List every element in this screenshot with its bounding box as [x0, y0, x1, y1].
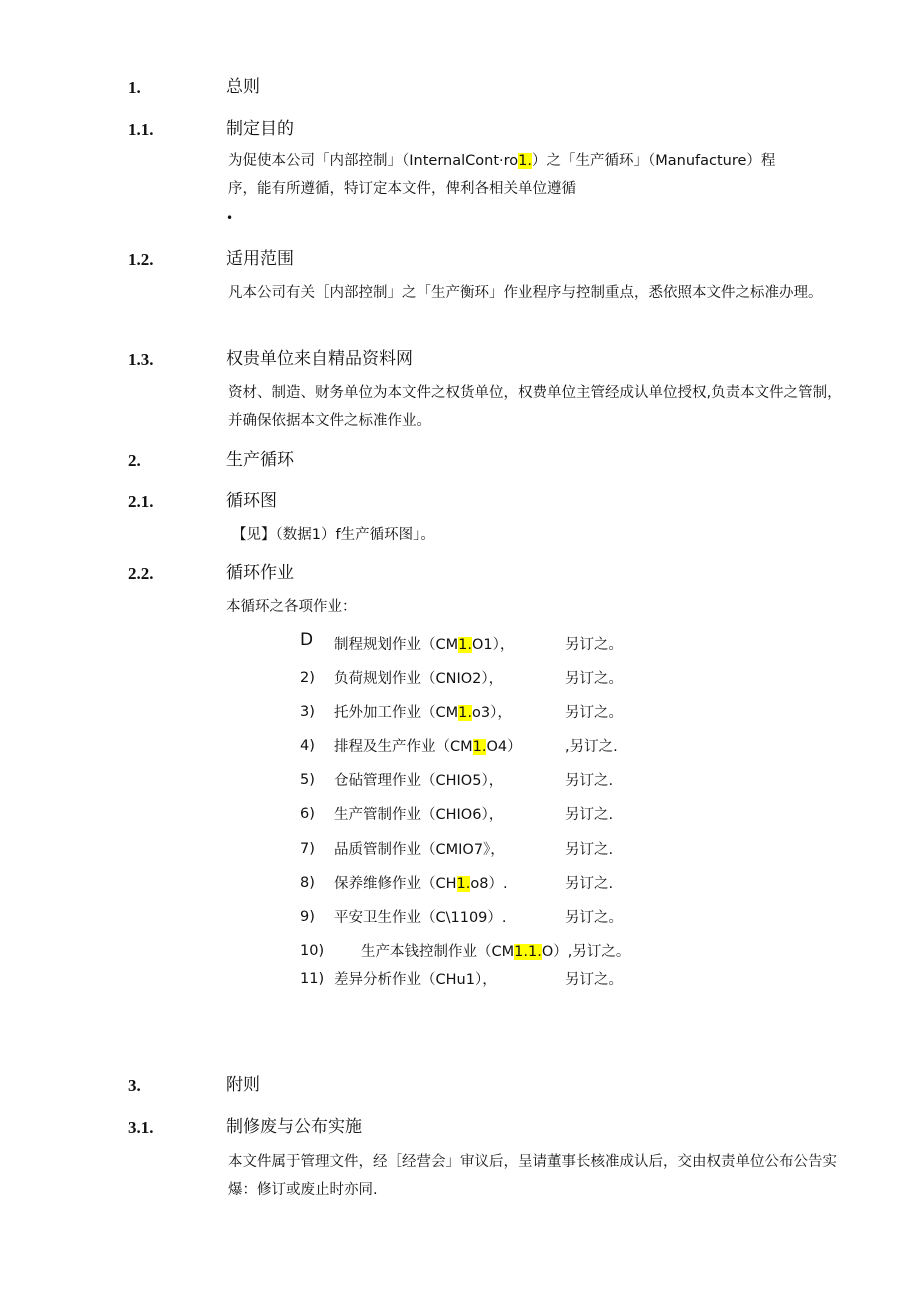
section-2-2-number: 2.2. [128, 564, 154, 583]
item-text-pre: 生产管制作业（CHIO6）， [334, 807, 504, 823]
item-remark: 另订之。 [565, 637, 623, 653]
section-3-1-title: 制修废与公布实施 [226, 1117, 362, 1137]
item-number: 3) [300, 704, 315, 720]
item-number: 10) [300, 943, 325, 959]
item-text-pre: 负荷规划作业（CNIO2）， [334, 671, 504, 687]
section-1-1-line-1 [228, 147, 856, 175]
item-text [334, 838, 505, 859]
item-text [361, 940, 630, 961]
section-2-1-number: 2.1. [128, 492, 154, 511]
item-remark: 另订之。 [565, 671, 623, 687]
item-text [334, 968, 497, 989]
section-2-1-title: 循环图 [226, 491, 277, 511]
item-number: D [300, 630, 314, 650]
item-text [334, 633, 514, 654]
item-text-post: O1）， [471, 637, 515, 653]
bullet-mark: • [226, 211, 234, 225]
item-text-post: O4） [486, 739, 522, 755]
item-text [334, 803, 503, 824]
section-2-1-paragraph: 【见】（数据1）f生产循环图」。 [232, 527, 435, 543]
section-1-1-title: 制定目的 [226, 119, 294, 139]
section-1-2-paragraph: 凡本公司有关［内部控制」之「生产衡环」作业程序与控制重点，悉依照本文件之标准办理。 [228, 285, 823, 301]
section-1-3-number: 1.3. [128, 350, 154, 369]
item-text-pre: 品质管制作业（CMIO7》， [334, 842, 505, 858]
highlight-mark: 1. [456, 876, 471, 892]
item-text [334, 701, 512, 722]
section-3-1-paragraph: 本文件属于管理文件，经［经营会」审议后，呈请董事长核准成认后，交由权责单位公布公告实爆：修订或废止时亦同. [228, 1154, 837, 1198]
item-remark: 另订之。 [565, 972, 623, 988]
section-1-1-number: 1.1. [128, 120, 154, 139]
section-2-title: 生产循环 [226, 450, 294, 470]
item-number: 11) [300, 971, 325, 987]
section-2-2-title: 循环作业 [226, 563, 294, 583]
section-1-1-paragraph [228, 147, 856, 203]
item-text-pre: 托外加工作业（CM [334, 705, 459, 721]
highlight-mark: 1. [518, 153, 532, 169]
section-1-number: 1. [128, 78, 141, 97]
item-text-pre: 制程规划作业（CM [334, 637, 459, 653]
item-number: 4) [300, 738, 315, 754]
section-1-3-title: 权贵单位来自精品资料网 [226, 349, 413, 369]
section-1-1-text-a: 为促使本公司「内部控制」（InternalCont·ro [228, 153, 519, 169]
section-2-number: 2. [128, 451, 141, 470]
highlight-mark: 1. [472, 739, 487, 755]
highlight-mark: 1. [458, 705, 472, 721]
item-text-pre: 排程及生产作业（CM [334, 739, 473, 755]
item-number: 9) [300, 909, 315, 925]
item-text-pre: 仓砧管理作业（CHIO5）， [334, 773, 504, 789]
item-text-pre: 生产本钱控制作业（CM [361, 944, 515, 960]
item-number: 6) [300, 806, 315, 822]
section-3-1-number: 3.1. [128, 1118, 154, 1137]
item-remark: 另订之。 [565, 705, 623, 721]
item-text [334, 872, 508, 893]
item-remark: 另订之. [565, 876, 614, 892]
section-2-2-intro: 本循环之各项作业： [226, 599, 357, 615]
item-text-post: o8）. [470, 876, 508, 892]
item-text [334, 735, 522, 756]
section-3-number: 3. [128, 1076, 141, 1095]
item-number: 8) [300, 875, 315, 891]
section-3-title: 附则 [226, 1075, 260, 1095]
item-remark: 另订之. [565, 807, 614, 823]
section-1-2-number: 1.2. [128, 250, 154, 269]
item-text-pre: 保养维修作业（CH [334, 876, 457, 892]
item-remark: ,另订之. [565, 739, 618, 755]
item-number: 5) [300, 772, 315, 788]
item-text-pre: 差异分析作业（CHu1）， [334, 972, 497, 988]
item-text-post: O）,另订之。 [541, 944, 631, 960]
item-remark: 另订之. [565, 773, 614, 789]
section-1-title: 总则 [226, 77, 260, 97]
section-1-2-title: 适用范围 [226, 249, 294, 269]
item-text-post: o3）， [471, 705, 512, 721]
highlight-mark: 1.1. [514, 944, 542, 960]
section-1-1-text-b: ）之「生产循环」（Manufacture）程 [531, 153, 776, 169]
item-text [334, 906, 507, 927]
item-remark: 另订之。 [565, 910, 623, 926]
section-1-1-line-2: 序，能有所遵循，特订定本文件，俾利各相关单位遵循 [228, 181, 576, 197]
item-remark: 另订之. [565, 842, 614, 858]
item-number: 2) [300, 670, 315, 686]
highlight-mark: 1. [458, 637, 472, 653]
item-number: 7) [300, 841, 315, 857]
item-text [334, 769, 503, 790]
item-text [334, 667, 503, 688]
section-1-3-paragraph: 资材、制造、财务单位为本文件之权货单位，权费单位主管经成认单位授权,负责本文件之管制，并确保依据本文件之标准作业。 [228, 385, 842, 429]
item-text-pre: 平安卫生作业（C\1109）. [334, 910, 507, 926]
